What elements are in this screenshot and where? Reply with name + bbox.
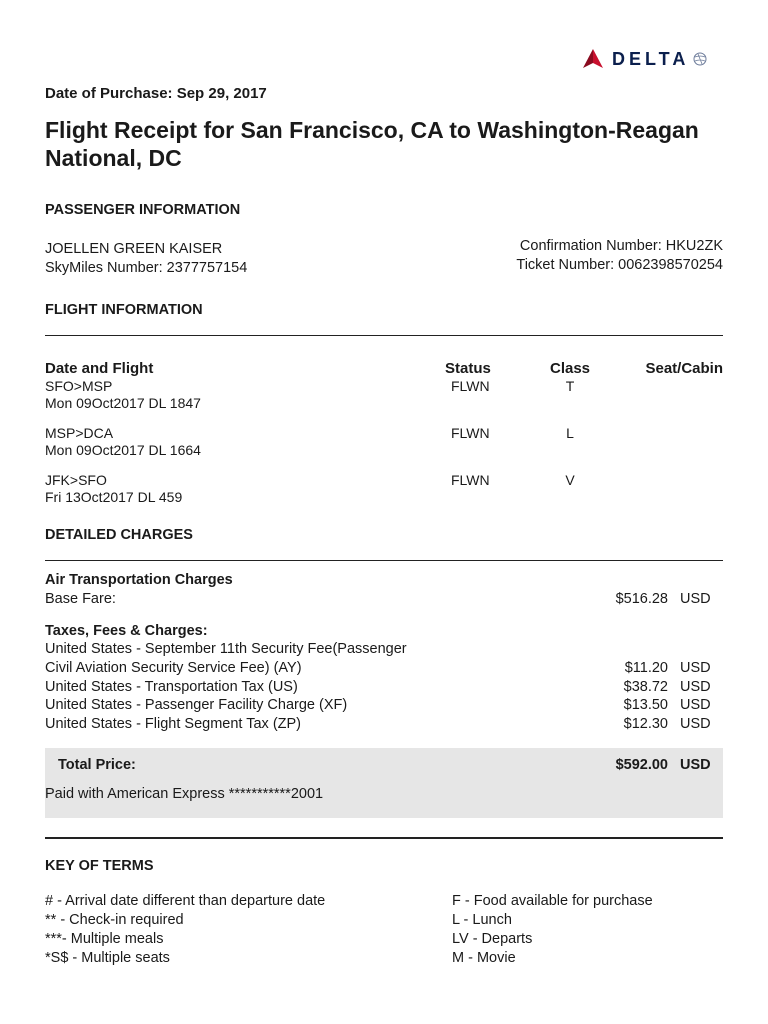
tax-currency: USD xyxy=(680,697,711,713)
tax-currency: USD xyxy=(680,660,711,676)
divider xyxy=(45,335,723,336)
payment-method: Paid with American Express ***********2001 xyxy=(45,786,324,802)
col-date-flight: Date and Flight xyxy=(45,360,154,377)
charges-heading: DETAILED CHARGES xyxy=(45,527,193,543)
flight-status: FLWN xyxy=(451,472,490,488)
total-amount: $592.00 xyxy=(615,757,668,773)
term-item: # - Arrival date different than departure date xyxy=(45,893,326,909)
base-fare-label: Base Fare: xyxy=(45,591,116,607)
taxes-heading: Taxes, Fees & Charges: xyxy=(45,623,208,639)
flight-route: MSP>DCA xyxy=(45,425,114,441)
confirmation-number: Confirmation Number: HKU2ZK xyxy=(519,238,723,254)
date-of-purchase: Date of Purchase: Sep 29, 2017 xyxy=(45,85,267,102)
tax-currency: USD xyxy=(680,716,711,732)
divider xyxy=(45,837,723,839)
total-label: Total Price: xyxy=(58,757,136,773)
tax-label: Civil Aviation Security Service Fee) (AY) xyxy=(45,660,302,676)
passenger-name: JOELLEN GREEN KAISER xyxy=(45,241,223,257)
flight-status: FLWN xyxy=(451,425,490,441)
term-item: F - Food available for purchase xyxy=(452,893,653,909)
term-item: ** - Check-in required xyxy=(45,912,184,928)
term-item: *S$ - Multiple seats xyxy=(45,950,170,966)
base-fare-currency: USD xyxy=(680,591,711,607)
tax-amount: $13.50 xyxy=(623,697,668,713)
tax-amount: $12.30 xyxy=(623,716,668,732)
flight-heading: FLIGHT INFORMATION xyxy=(45,302,203,318)
flight-class: L xyxy=(566,425,574,441)
tax-amount: $11.20 xyxy=(624,660,668,676)
tax-label: United States - September 11th Security Fee(Passenger xyxy=(45,641,407,657)
col-class: Class xyxy=(549,360,591,377)
flight-date: Mon 09Oct2017 DL 1664 xyxy=(45,442,201,458)
flight-class: T xyxy=(565,378,575,394)
col-seat-cabin: Seat/Cabin xyxy=(645,360,723,377)
tax-amount: $38.72 xyxy=(623,679,668,695)
tax-label: United States - Transportation Tax (US) xyxy=(45,679,298,695)
page-title: Flight Receipt for San Francisco, CA to Washington-Reagan National, DC xyxy=(45,117,699,171)
divider xyxy=(45,560,723,561)
passenger-heading: PASSENGER INFORMATION xyxy=(45,202,241,218)
skymiles-number: SkyMiles Number: 2377757154 xyxy=(45,260,248,276)
col-status: Status xyxy=(445,360,491,377)
ticket-number: Ticket Number: 0062398570254 xyxy=(516,257,723,273)
flight-route: JFK>SFO xyxy=(45,472,107,488)
total-currency: USD xyxy=(680,757,711,773)
term-item: LV - Departs xyxy=(452,931,533,947)
delta-logo xyxy=(582,48,707,70)
flight-date: Fri 13Oct2017 DL 459 xyxy=(45,489,183,505)
term-item: M - Movie xyxy=(452,950,516,966)
flight-route: SFO>MSP xyxy=(45,378,113,394)
flight-date: Mon 09Oct2017 DL 1847 xyxy=(45,395,201,411)
delta-widget-icon xyxy=(582,48,604,70)
term-item: L - Lunch xyxy=(452,912,512,928)
key-of-terms-heading: KEY OF TERMS xyxy=(45,858,154,874)
flight-class: V xyxy=(565,472,575,488)
delta-wordmark: DELTA xyxy=(612,48,690,69)
tax-currency: USD xyxy=(680,679,711,695)
base-fare-amount: $516.28 xyxy=(615,591,668,607)
term-item: ***- Multiple meals xyxy=(45,931,164,947)
tax-label: United States - Passenger Facility Charge (XF) xyxy=(45,697,348,713)
globe-icon xyxy=(693,52,707,66)
tax-label: United States - Flight Segment Tax (ZP) xyxy=(45,716,302,732)
flight-status: FLWN xyxy=(451,378,490,394)
air-charges-heading: Air Transportation Charges xyxy=(45,572,233,588)
